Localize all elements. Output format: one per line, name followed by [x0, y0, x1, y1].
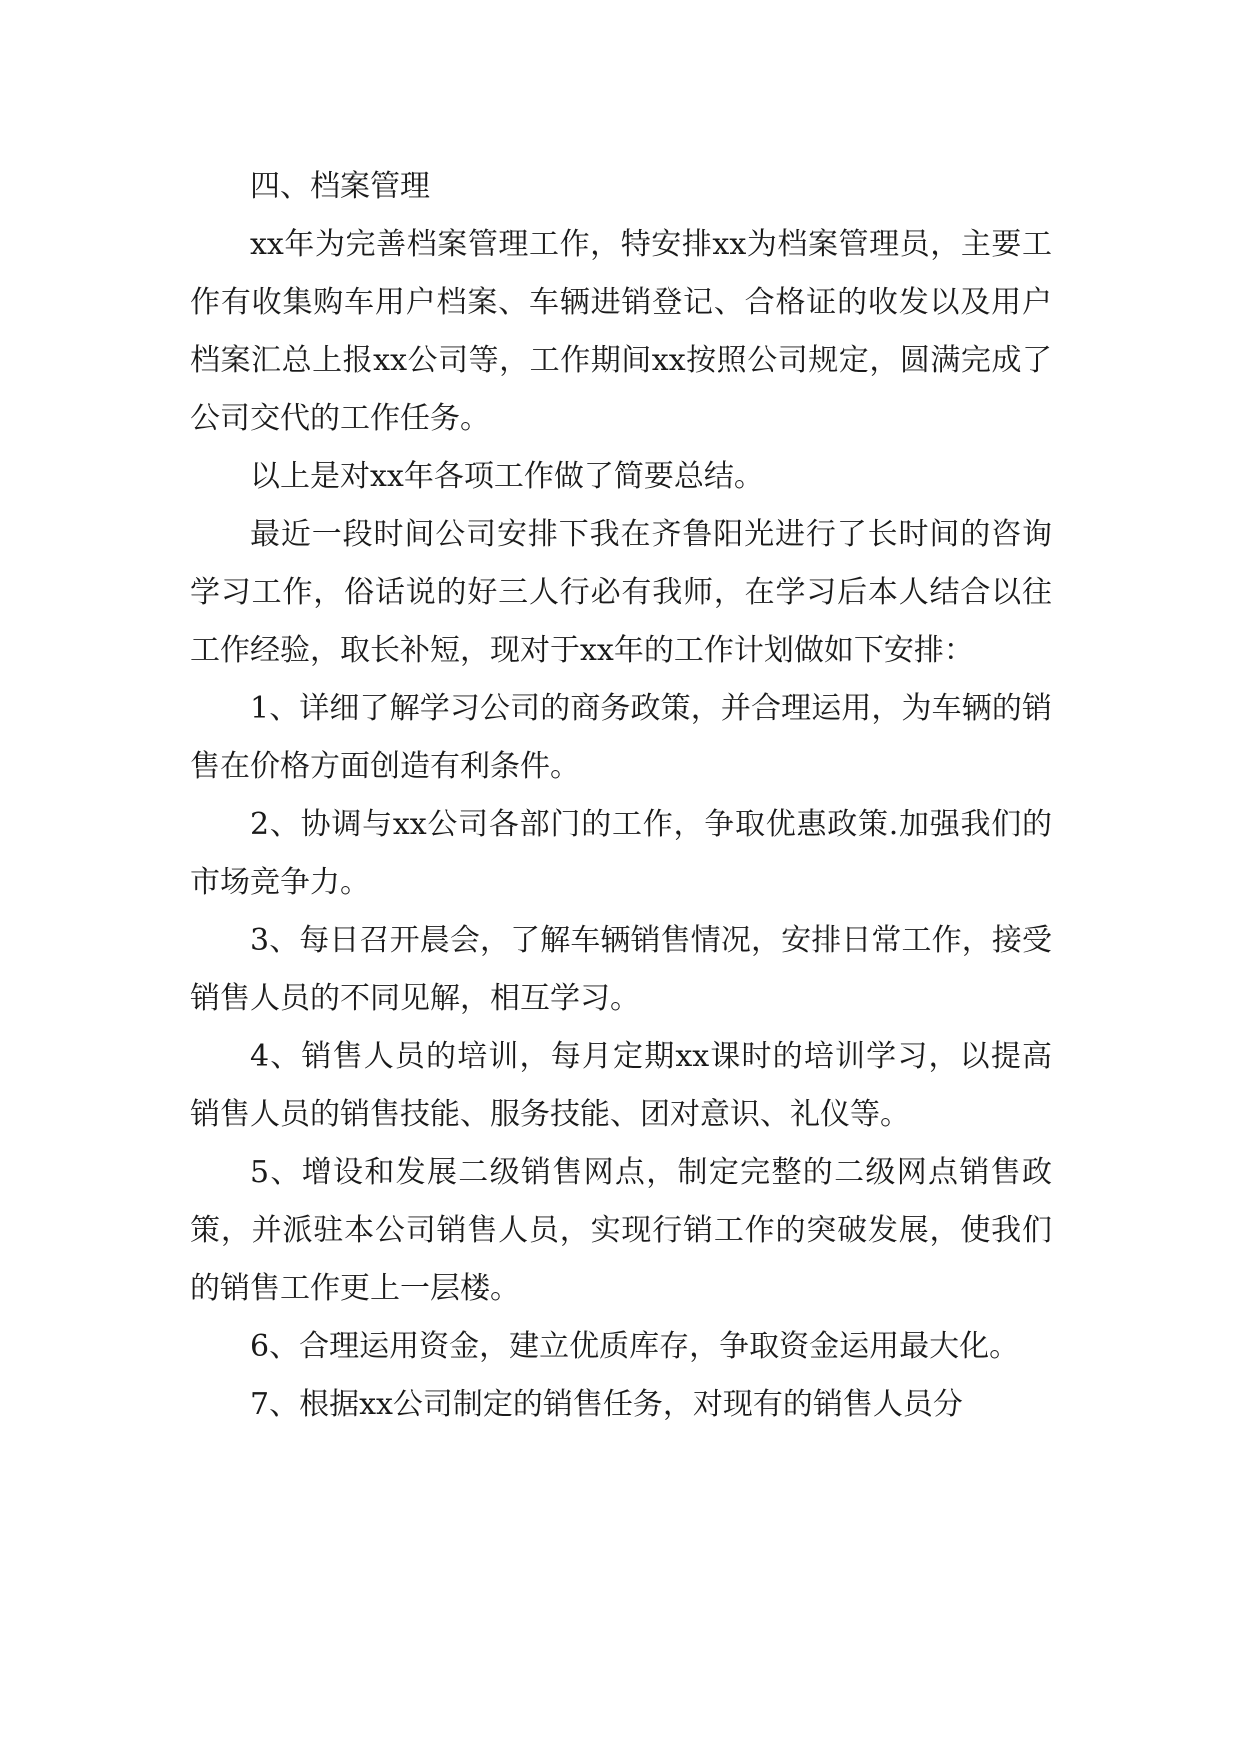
plan-item-4: 4、销售人员的培训，每月定期xx课时的培训学习，以提高销售人员的销售技能、服务技能、团对意识、礼仪等。 [190, 1039, 1052, 1132]
plan-item-5: 5、增设和发展二级销售网点，制定完整的二级网点销售政策，并派驻本公司销售人员，实现行销工作的突破发展，使我们的销售工作更上一层楼。 [190, 1155, 1052, 1306]
paragraph-archive-management: xx年为完善档案管理工作，特安排xx为档案管理员，主要工作有收集购车用户档案、车辆进销登记、合格证的收发以及用户档案汇总上报xx公司等，工作期间xx按照公司规定，圆满完成了公司交代的工作任务。 [190, 227, 1052, 436]
document-body [190, 158, 1052, 1434]
paragraph-summary: 以上是对xx年各项工作做了简要总结。 [250, 459, 764, 494]
plan-item-6: 6、合理运用资金，建立优质库存，争取资金运用最大化。 [250, 1329, 1020, 1364]
paragraph-plan-intro: 最近一段时间公司安排下我在齐鲁阳光进行了长时间的咨询学习工作，俗话说的好三人行必有我师，在学习后本人结合以往工作经验，取长补短，现对于xx年的工作计划做如下安排： [190, 517, 1052, 668]
plan-item-7: 7、根据xx公司制定的销售任务，对现有的销售人员分 [250, 1387, 963, 1422]
plan-item-2: 2、协调与xx公司各部门的工作，争取优惠政策.加强我们的市场竞争力。 [190, 807, 1052, 900]
plan-item-3: 3、每日召开晨会，了解车辆销售情况，安排日常工作，接受销售人员的不同见解，相互学习。 [190, 923, 1052, 1016]
plan-item-1: 1、详细了解学习公司的商务政策，并合理运用，为车辆的销售在价格方面创造有利条件。 [190, 691, 1052, 784]
section-heading: 四、档案管理 [250, 169, 430, 204]
